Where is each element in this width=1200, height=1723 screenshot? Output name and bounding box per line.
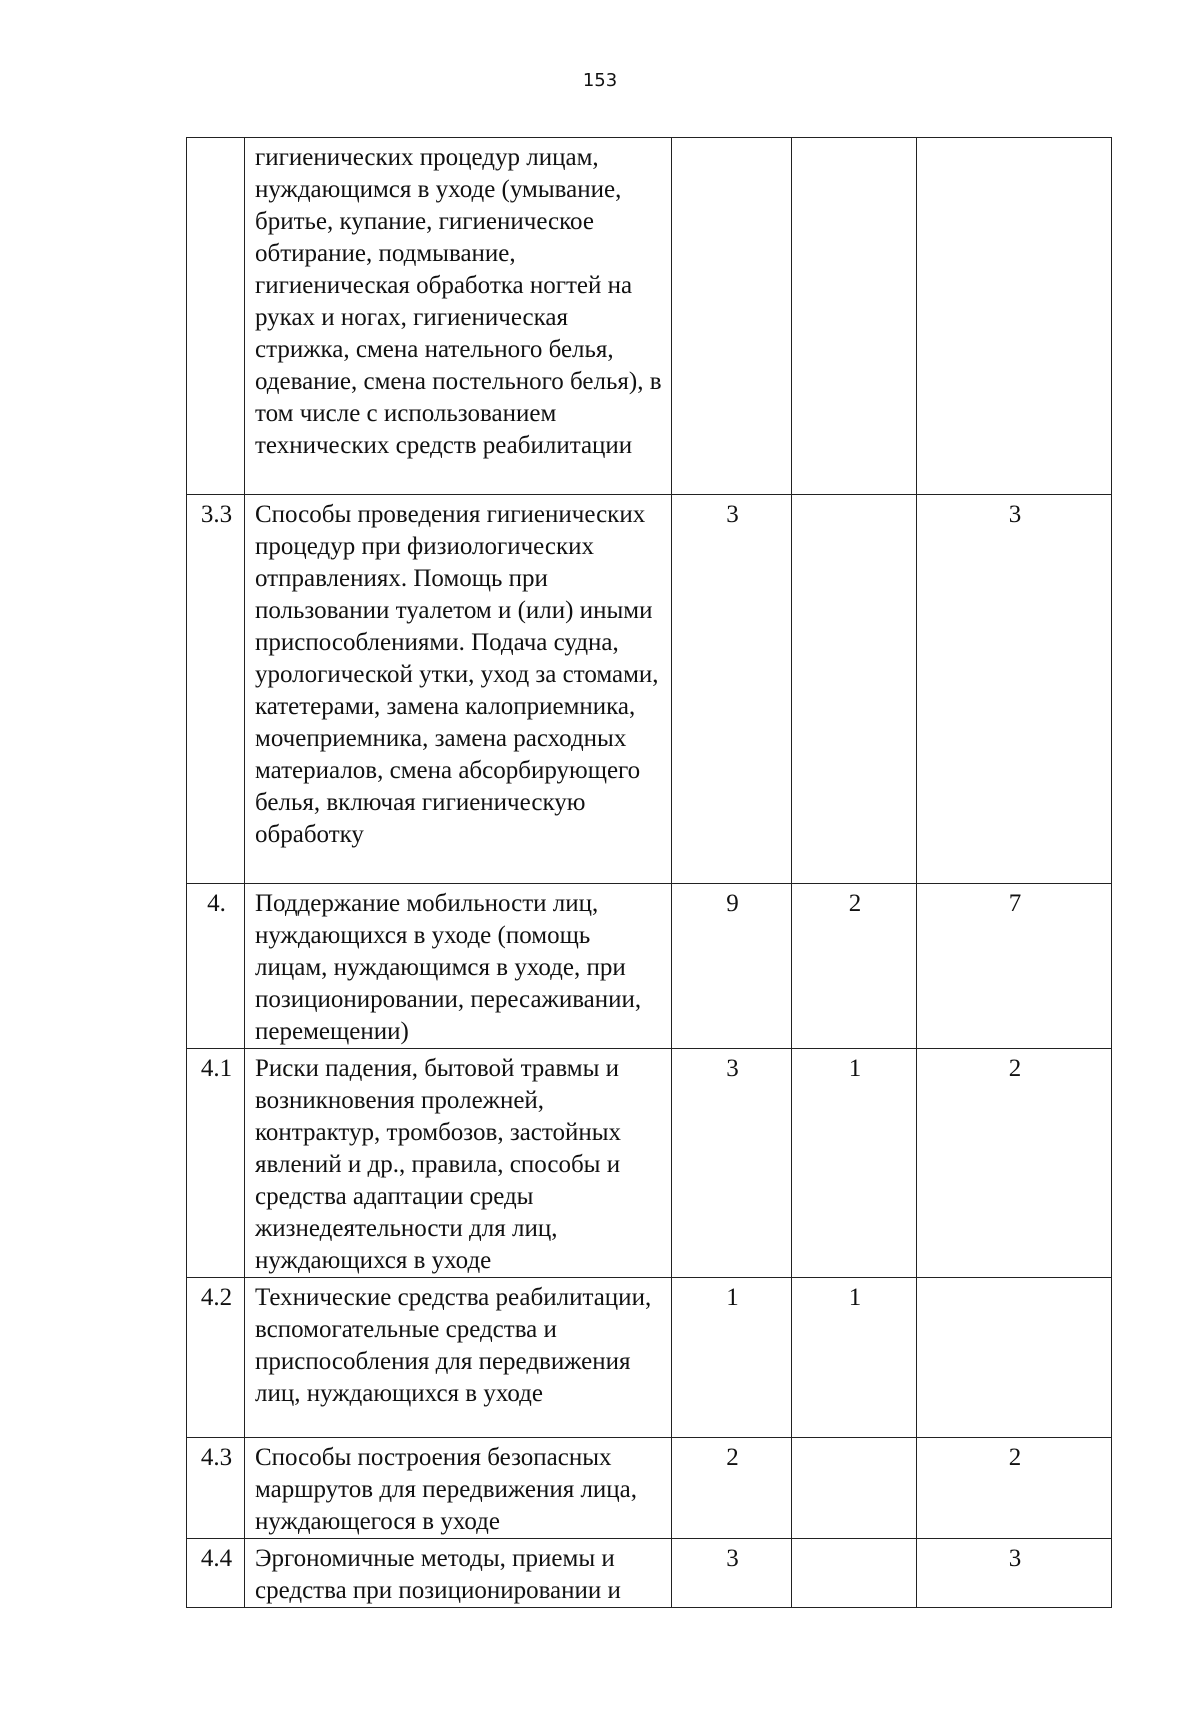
table-row bbox=[187, 138, 1112, 495]
hours-total bbox=[672, 138, 792, 495]
row-number: 4.3 bbox=[187, 1438, 245, 1539]
table-row bbox=[187, 1438, 1112, 1539]
table-row bbox=[187, 495, 1112, 884]
hours-theory bbox=[792, 1539, 917, 1608]
curriculum-table bbox=[186, 137, 1112, 1608]
topic-text: Способы проведения гигиенических процедур при физиологических отправлениях. Помощь при пользовании туалетом и (или) иными приспособлениями. Подача судна, урологической утки, уход за стомами, катетерами, замена калоприемника, мочеприемника, замена расходных материалов, смена абсорбирующего белья, включая гигиеническую обработку bbox=[245, 495, 672, 884]
table-row bbox=[187, 1278, 1112, 1438]
topic-text: Способы построения безопасных маршрутов для передвижения лица, нуждающегося в уходе bbox=[245, 1438, 672, 1539]
hours-total: 3 bbox=[672, 1539, 792, 1608]
table-row bbox=[187, 1539, 1112, 1608]
row-number: 4.1 bbox=[187, 1049, 245, 1278]
hours-total: 3 bbox=[672, 1049, 792, 1278]
topic-text: гигиенических процедур лицам, нуждающимся в уходе (умывание, бритье, купание, гигиеническое обтирание, подмывание, гигиеническая обработка ногтей на руках и ногах, гигиеническая стрижка, смена нательного белья, одевание, смена постельного белья), в том числе с использованием технических средств реабилитации bbox=[245, 138, 672, 495]
row-number: 4. bbox=[187, 884, 245, 1049]
topic-text: Технические средства реабилитации, вспомогательные средства и приспособления для передвижения лиц, нуждающихся в уходе bbox=[245, 1278, 672, 1438]
topic-text: Риски падения, бытовой травмы и возникновения пролежней, контрактур, тромбозов, застойных явлений и др., правила, способы и средства адаптации среды жизнедеятельности для лиц, нуждающихся в уходе bbox=[245, 1049, 672, 1278]
hours-practice bbox=[917, 138, 1112, 495]
topic-text: Поддержание мобильности лиц, нуждающихся в уходе (помощь лицам, нуждающимся в уходе, при позиционировании, пересаживании, перемещении) bbox=[245, 884, 672, 1049]
hours-total: 2 bbox=[672, 1438, 792, 1539]
page-number: 153 bbox=[582, 70, 618, 91]
hours-theory bbox=[792, 138, 917, 495]
row-number: 3.3 bbox=[187, 495, 245, 884]
hours-theory: 1 bbox=[792, 1278, 917, 1438]
table-row bbox=[187, 884, 1112, 1049]
topic-text: Эргономичные методы, приемы и средства при позиционировании и bbox=[245, 1539, 672, 1608]
hours-practice: 3 bbox=[917, 495, 1112, 884]
hours-practice: 2 bbox=[917, 1049, 1112, 1278]
hours-practice bbox=[917, 1278, 1112, 1438]
hours-practice: 7 bbox=[917, 884, 1112, 1049]
row-number: 4.4 bbox=[187, 1539, 245, 1608]
row-number bbox=[187, 138, 245, 495]
hours-theory: 1 bbox=[792, 1049, 917, 1278]
hours-practice: 2 bbox=[917, 1438, 1112, 1539]
hours-theory bbox=[792, 1438, 917, 1539]
row-number: 4.2 bbox=[187, 1278, 245, 1438]
hours-theory: 2 bbox=[792, 884, 917, 1049]
hours-total: 3 bbox=[672, 495, 792, 884]
hours-total: 9 bbox=[672, 884, 792, 1049]
table-row bbox=[187, 1049, 1112, 1278]
hours-total: 1 bbox=[672, 1278, 792, 1438]
hours-practice: 3 bbox=[917, 1539, 1112, 1608]
hours-theory bbox=[792, 495, 917, 884]
